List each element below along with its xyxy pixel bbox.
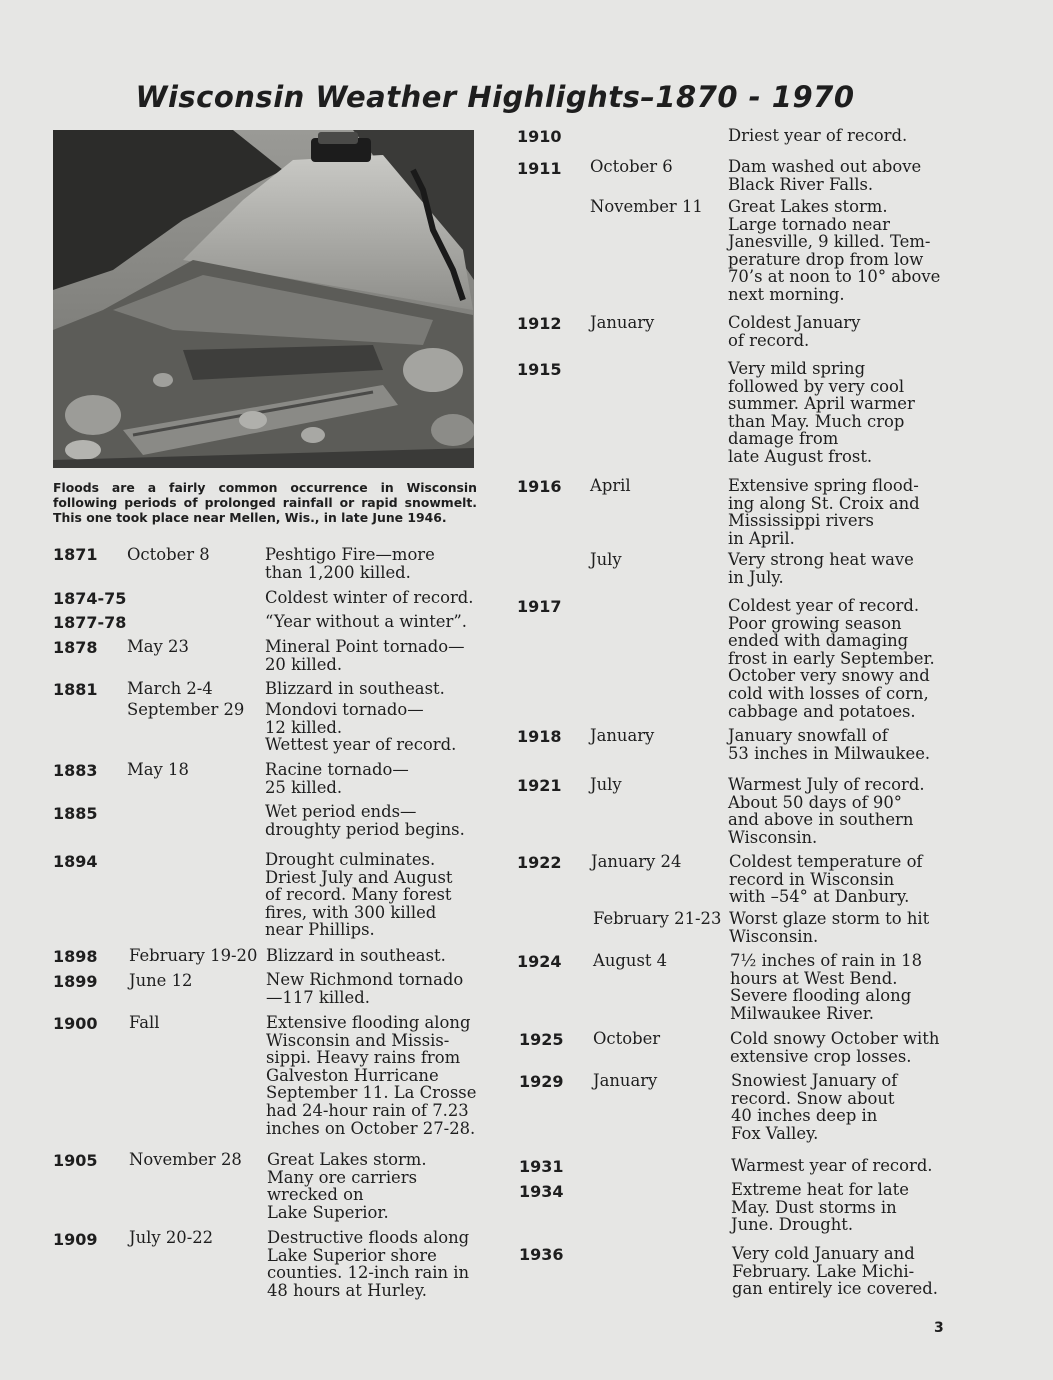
event-description: Snowiest January of record. Snow about 40 inches deep in Fox Valley. xyxy=(731,1071,898,1143)
event-description: Very strong heat wave in July. xyxy=(728,550,914,587)
date-label: Fall xyxy=(129,1013,160,1032)
date-label: January xyxy=(593,1071,658,1090)
year-label: 1931 xyxy=(519,1157,564,1176)
date-label: October xyxy=(593,1029,661,1048)
year-label: 1885 xyxy=(53,804,98,823)
event-description: Blizzard in southeast. xyxy=(266,946,446,965)
event-description: Coldest winter of record. xyxy=(265,588,474,607)
event-description: Warmest July of record. About 50 days of 90° and above in southern Wisconsin. xyxy=(728,775,925,847)
date-label: July xyxy=(590,550,622,569)
washed-out-road-image xyxy=(53,130,474,468)
year-label: 1921 xyxy=(517,776,562,795)
date-label: February 21-23 xyxy=(593,909,722,928)
year-label: 1915 xyxy=(517,360,562,379)
date-label: January xyxy=(590,313,655,332)
event-description: Very cold January and February. Lake Michi- gan entirely ice covered. xyxy=(732,1244,938,1299)
event-description: Worst glaze storm to hit Wisconsin. xyxy=(729,909,930,946)
year-label: 1909 xyxy=(53,1230,98,1249)
year-label: 1910 xyxy=(517,127,562,146)
event-description: Dam washed out above Black River Falls. xyxy=(728,157,922,194)
year-label: 1925 xyxy=(519,1030,564,1049)
year-label: 1922 xyxy=(517,853,562,872)
event-description: Mineral Point tornado— 20 killed. xyxy=(265,637,465,674)
year-label: 1916 xyxy=(517,477,562,496)
year-label: 1883 xyxy=(53,761,98,780)
year-label: 1911 xyxy=(517,159,562,178)
event-description: Extensive flooding along Wisconsin and Missis- sippi. Heavy rains from Galveston Hurricane September 11. La Crosse had 24-hour rain of 7.23 inches on October 27-28. xyxy=(266,1013,477,1138)
date-label: August 4 xyxy=(593,951,668,970)
date-label: January 24 xyxy=(591,852,682,871)
event-description: Wet period ends— droughty period begins. xyxy=(265,802,465,839)
date-label: October 6 xyxy=(590,157,673,176)
year-label: 1899 xyxy=(53,972,98,991)
year-label: 1936 xyxy=(519,1245,564,1264)
page-number: 3 xyxy=(934,1320,944,1336)
date-label: May 18 xyxy=(127,760,189,779)
year-label: 1877-78 xyxy=(53,613,127,632)
event-description: 7½ inches of rain in 18 hours at West Bend. Severe flooding along Milwaukee River. xyxy=(730,951,923,1023)
date-label: May 23 xyxy=(127,637,189,656)
event-description: “Year without a winter”. xyxy=(265,612,467,631)
year-label: 1900 xyxy=(53,1014,98,1033)
date-label: February 19-20 xyxy=(129,946,258,965)
event-description: Drought culminates. Driest July and August of record. Many forest fires, with 300 killed near Phillips. xyxy=(265,850,453,940)
date-label: October 8 xyxy=(127,545,210,564)
date-label: January xyxy=(590,726,655,745)
event-description: Mondovi tornado— 12 killed. Wettest year of record. xyxy=(265,700,457,755)
event-description: Extensive spring flood- ing along St. Croix and Mississippi rivers in April. xyxy=(728,476,920,548)
event-description: Very mild spring followed by very cool summer. April warmer than May. Much crop damage from late August frost. xyxy=(728,359,915,466)
date-label: April xyxy=(590,476,631,495)
event-description: New Richmond tornado —117 killed. xyxy=(266,970,464,1007)
event-description: Driest year of record. xyxy=(728,126,908,145)
event-description: Great Lakes storm. Large tornado near Janesville, 9 killed. Tem- perature drop from low 70’s at noon to 10° above next morning. xyxy=(728,197,941,304)
flood-photo xyxy=(53,130,474,468)
year-label: 1924 xyxy=(517,952,562,971)
event-description: Coldest January of record. xyxy=(728,313,861,350)
date-label: July xyxy=(590,775,622,794)
year-label: 1881 xyxy=(53,680,98,699)
event-description: January snowfall of 53 inches in Milwaukee. xyxy=(728,726,931,763)
year-label: 1905 xyxy=(53,1151,98,1170)
event-description: Warmest year of record. xyxy=(731,1156,933,1175)
page-title: Wisconsin Weather Highlights–1870 - 1970 xyxy=(135,80,855,114)
date-label: September 29 xyxy=(127,700,245,719)
event-description: Coldest year of record. Poor growing season ended with damaging frost in early September. October very snowy and cold with losses of corn, cabbage and potatoes. xyxy=(728,596,935,721)
event-description: Extreme heat for late May. Dust storms in June. Drought. xyxy=(731,1180,909,1235)
year-label: 1917 xyxy=(517,597,562,616)
photo-caption: Floods are a fairly common occurrence in Wisconsin following periods of prolonged rainfall or rapid snowmelt. This one took place near Mellen, Wis., in late June 1946. xyxy=(53,480,477,525)
event-description: Destructive floods along Lake Superior shore counties. 12-inch rain in 48 hours at Hurley. xyxy=(267,1228,470,1300)
date-label: November 11 xyxy=(590,197,703,216)
date-label: July 20-22 xyxy=(129,1228,214,1247)
year-label: 1871 xyxy=(53,545,98,564)
year-label: 1894 xyxy=(53,852,98,871)
event-description: Cold snowy October with extensive crop losses. xyxy=(730,1029,940,1066)
year-label: 1912 xyxy=(517,314,562,333)
event-description: Blizzard in southeast. xyxy=(265,679,445,698)
event-description: Coldest temperature of record in Wisconsin with –54° at Danbury. xyxy=(729,852,923,907)
event-description: Racine tornado— 25 killed. xyxy=(265,760,409,797)
year-label: 1934 xyxy=(519,1182,564,1201)
year-label: 1929 xyxy=(519,1072,564,1091)
year-label: 1874-75 xyxy=(53,589,127,608)
event-description: Great Lakes storm. Many ore carriers wrecked on Lake Superior. xyxy=(267,1150,427,1222)
year-label: 1898 xyxy=(53,947,98,966)
date-label: March 2-4 xyxy=(127,679,213,698)
event-description: Peshtigo Fire—more than 1,200 killed. xyxy=(265,545,435,582)
year-label: 1918 xyxy=(517,727,562,746)
date-label: June 12 xyxy=(129,971,193,990)
year-label: 1878 xyxy=(53,638,98,657)
date-label: November 28 xyxy=(129,1150,242,1169)
